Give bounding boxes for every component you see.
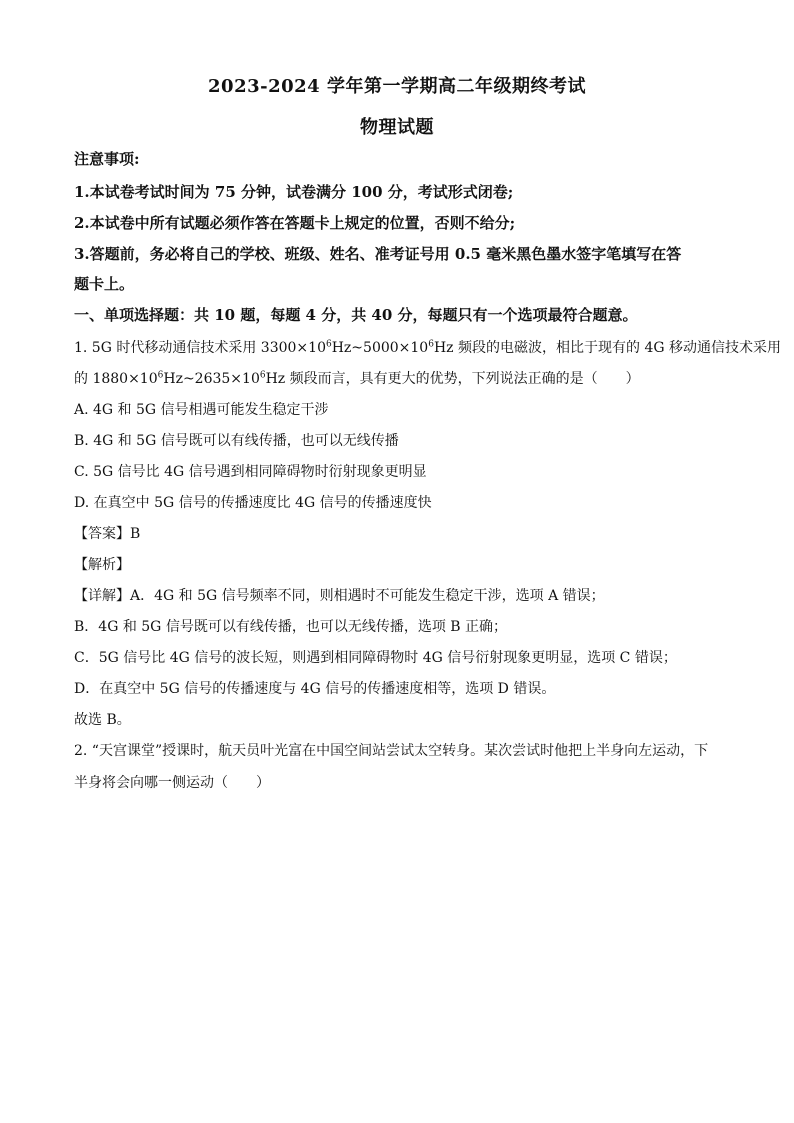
- detail-line: D．在真空中 5G 信号的传播速度与 4G 信号的传播速度相等，选项 D 错误。: [74, 681, 556, 697]
- option-d: D. 在真空中 5G 信号的传播速度比 4G 信号的传播速度快: [74, 495, 432, 511]
- conclusion-line: 故选 B。: [74, 712, 131, 728]
- question-stem-line: 1. 5G 时代移动通信技术采用 $3300\times 10^6Hz\sim 5000\times 10^6Hz$ 频段的电磁波，相比于现有的 4G 移动通信技术采用: [74, 339, 781, 356]
- notice-item: 题卡上。: [74, 275, 135, 293]
- option-a: A. 4G 和 5G 信号相遇可能发生稳定干涉: [74, 402, 329, 418]
- question-stem-line: 的 $1880\times 10^6Hz\sim 2635\times 10^6Hz$ 频段而言，具有更大的优势，下列说法正确的是（ ）: [74, 370, 640, 387]
- notice-heading: 注意事项:: [74, 150, 140, 168]
- question-2-line: 2. “天宫课堂”授课时，航天员叶光富在中国空间站尝试太空转身。某次尝试时他把上半身向左运动，下: [74, 743, 709, 759]
- detail-line: B．4G 和 5G 信号既可以有线传播，也可以无线传播，选项 B 正确；: [74, 619, 508, 635]
- exam-subtitle: 物理试题: [360, 117, 434, 138]
- answer-label: 【答案】B: [74, 526, 141, 542]
- notice-item: 3.答题前，务必将自己的学校、班级、姓名、准考证号用 0.5 毫米黑色墨水签字笔填写在答: [74, 245, 682, 263]
- question-2-line: 半身将会向哪一侧运动（ ）: [74, 775, 270, 791]
- notice-item: 1.本试卷考试时间为 75 分钟，试卷满分 100 分，考试形式闭卷;: [74, 183, 514, 201]
- analysis-label: 【解析】: [74, 557, 130, 573]
- exam-title: 2023-2024 学年第一学期高二年级期终考试: [208, 76, 586, 97]
- option-b: B. 4G 和 5G 信号既可以有线传播，也可以无线传播: [74, 433, 399, 449]
- detail-line: C．5G 信号比 4G 信号的波长短，则遇到相同障碍物时 4G 信号衍射现象更明显，选项 C 错误；: [74, 650, 677, 666]
- notice-item: 2.本试卷中所有试题必须作答在答题卡上规定的位置，否则不给分;: [74, 214, 516, 232]
- section-heading: 一、单项选择题：共 10 题，每题 4 分，共 40 分，每题只有一个选项最符合题意。: [74, 306, 638, 324]
- option-c: C. 5G 信号比 4G 信号遇到相同障碍物时衍射现象更明显: [74, 464, 427, 480]
- detail-line: 【详解】A．4G 和 5G 信号频率不同，则相遇时不可能发生稳定干涉，选项 A 错误；: [74, 588, 605, 604]
